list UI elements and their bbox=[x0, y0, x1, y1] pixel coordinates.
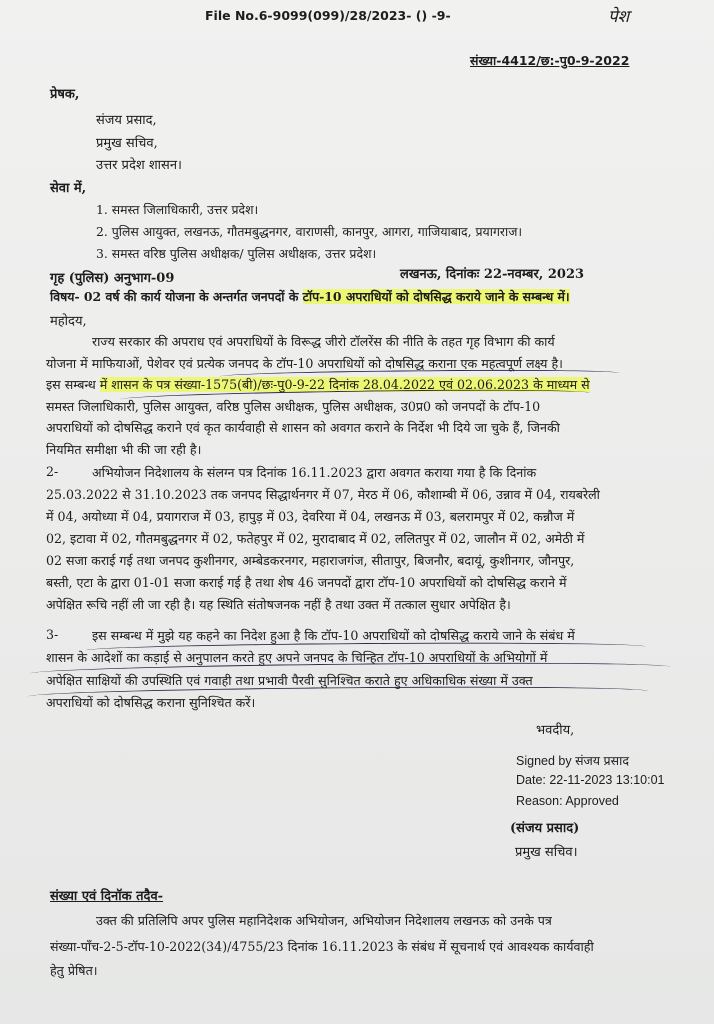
para2-line: अभियोजन निदेशालय के संलग्न पत्र दिनांक 16.11.2023 द्वारा अवगत कराया गया है कि दिनांक bbox=[92, 465, 537, 480]
para1-reference-highlight: में शासन के पत्र संख्या-1575(बी)/छः-पु0-9-22 दिनांक 28.04.2022 एवं 02.06.2023 के माध्यम से bbox=[99, 377, 590, 392]
para2-line: बस्ती, एटा के द्वारा 01-01 सजा कराई गई है तथा शेष 46 जनपदों द्वारा टॉप-10 अपराधियों को दोषसिद्ध कराने में bbox=[46, 575, 567, 590]
sender-label: प्रेषक, bbox=[50, 87, 80, 102]
para3-line: अपेक्षित साक्षियों की उपस्थिति एवं गवाही तथा प्रभावी पैरवी सुनिश्चित कराते हुए अधिकाधिक संख्या में उक्त bbox=[46, 673, 533, 688]
sender-name: संजय प्रसाद, bbox=[96, 113, 157, 128]
para3-line: शासन के आदेशों का कड़ाई से अनुपालन करते हुए अपने जनपद के चिन्हित टॉप-10 अपराधियों के अभियोगों में bbox=[46, 650, 548, 665]
file-number: File No.6-9099(099)/28/2023- () -9- bbox=[205, 8, 451, 23]
reference-number: संख्या-4412/छ:-पु0-9-2022 bbox=[470, 53, 630, 68]
copy-heading: संख्या एवं दिनॉक तदैव- bbox=[50, 889, 164, 904]
para1-line: समस्त जिलाधिकारी, पुलिस आयुक्त, वरिष्ठ पुलिस अधीक्षक, पुलिस अधीक्षक, उ0प्र0 को जनपदों के टॉप-10 bbox=[46, 399, 541, 414]
para3-number: 3- bbox=[46, 627, 59, 642]
recipient-item: 3. समस्त वरिष्ठ पुलिस अधीक्षक/ पुलिस अधीक्षक, उत्तर प्रदेश। bbox=[96, 246, 377, 261]
signatory-name: (संजय प्रसाद) bbox=[510, 821, 580, 836]
subject-line bbox=[50, 288, 570, 305]
recipients-label: सेवा में, bbox=[50, 181, 87, 196]
sender-office: उत्तर प्रदेश शासन। bbox=[96, 158, 182, 173]
signature-date: Date: 22-11-2023 13:10:01 bbox=[516, 773, 665, 787]
para2-line: 02, इटावा में 02, गौतमबुद्धनगर में 02, फतेहपुर में 02, मुरादाबाद में 02, ललितपुर में 02, जालौन में 02, अमेठी में bbox=[46, 531, 585, 546]
para1-line: अपराधियों को दोषसिद्ध कराने एवं कृत कार्यवाही से शासन को अवगत कराने के निर्देश भी दिये जा चुके हैं, जिनकी bbox=[46, 420, 560, 435]
subject-highlight: टॉप-10 अपराधियों को दोषसिद्ध कराये जाने के सम्बन्ध में। bbox=[302, 289, 570, 304]
copy-line: संख्या-पाँच-2-5-टॉप-10-2022(34)/4755/23 दिनांक 16.11.2023 के संबंध में सूचनार्थ एवं आवश्यक कार्यवाही bbox=[50, 939, 594, 954]
signed-by: Signed by संजय प्रसाद bbox=[516, 754, 629, 768]
handwritten-mark: पेश bbox=[608, 7, 630, 27]
place-date: लखनऊ, दिनांकः 22-नवम्बर, 2023 bbox=[400, 267, 585, 282]
para2-line: में 04, अयोध्या में 04, प्रयागराज में 03, हापुड़ में 03, देवरिया में 04, लखनऊ में 03, बलरामपुर में 02, कन्नौज में bbox=[46, 509, 575, 524]
recipient-item: 1. समस्त जिलाधिकारी, उत्तर प्रदेश। bbox=[96, 202, 259, 217]
para3-line: अपराधियों को दोषसिद्ध कराना सुनिश्चित करें। bbox=[46, 695, 256, 710]
signatory-designation: प्रमुख सचिव। bbox=[515, 845, 578, 860]
para2-number: 2- bbox=[46, 464, 59, 479]
para1-line: राज्य सरकार की अपराध एवं अपराधियों के विरूद्ध जीरो टॉलरेंस की नीति के तहत गृह विभाग की कार्य bbox=[92, 334, 555, 349]
copy-line: उक्त की प्रतिलिपि अपर पुलिस महानिदेशक अभियोजन, अभियोजन निदेशालय लखनऊ को उनके पत्र bbox=[96, 913, 552, 928]
recipient-item: 2. पुलिस आयुक्त, लखनऊ, गौतमबुद्धनगर, वाराणसी, कानपुर, आगरा, गाजियाबाद, प्रयागराज। bbox=[96, 224, 523, 239]
salutation: महोदय, bbox=[50, 314, 87, 329]
subject-prefix: विषय- 02 वर्ष की कार्य योजना के अन्तर्गत जनपदों के bbox=[50, 289, 303, 304]
para3-line: इस सम्बन्ध में मुझे यह कहने का निदेश हुआ है कि टॉप-10 अपराधियों को दोषसिद्ध कराये जाने के संबंध में bbox=[92, 628, 575, 643]
para2-line: 02 सजा कराई गई तथा जनपद कुशीनगर, अम्बेडकरनगर, महाराजगंज, सीतापुर, बिजनौर, बदायूं, कुशीनगर, जौनपुर, bbox=[46, 553, 575, 568]
para1-line: नियमित समीक्षा भी की जा रही है। bbox=[46, 442, 202, 457]
copy-line: हेतु प्रेषित। bbox=[50, 963, 98, 978]
section-name: गृह (पुलिस) अनुभाग-09 bbox=[50, 271, 175, 286]
sender-designation: प्रमुख सचिव, bbox=[96, 136, 158, 151]
signature-reason: Reason: Approved bbox=[516, 794, 619, 808]
closing-yours: भवदीय, bbox=[536, 723, 575, 738]
para1-reference-prefix: इस सम्बन्ध bbox=[46, 377, 100, 392]
para2-line: अपेक्षित रूचि नहीं ली जा रही है। यह स्थिति संतोषजनक नहीं है तथा उक्त में तत्काल सुधार अपेक्षित है। bbox=[46, 597, 511, 612]
para1-line: योजना में माफियाओं, पेशेवर एवं प्रत्येक जनपद के टॉप-10 अपराधियों को दोषसिद्ध कराना एक महत्वपूर्ण लक्ष्य है। bbox=[46, 356, 563, 371]
para2-line: 25.03.2022 से 31.10.2023 तक जनपद सिद्धार्थनगर में 07, मेरठ में 06, कौशाम्बी में 06, उन्नाव में 04, रायबरेली bbox=[46, 487, 600, 502]
